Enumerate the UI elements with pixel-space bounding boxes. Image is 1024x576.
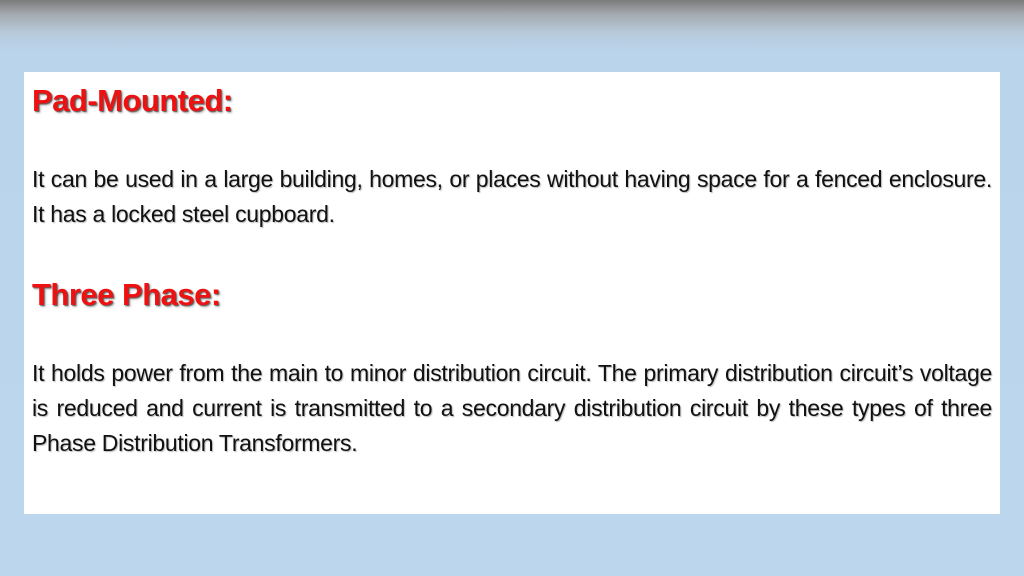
section-body-pad-mounted: It can be used in a large building, homes, or places without having space for a fenced enclosure. It has a locked steel cupboard. bbox=[32, 166, 992, 227]
section-heading-pad-mounted: Pad-Mounted: bbox=[32, 83, 233, 118]
content-panel bbox=[24, 72, 1000, 514]
section-heading-three-phase: Three Phase: bbox=[32, 277, 221, 312]
section-body-three-phase: It holds power from the main to minor distribution circuit. The primary distribution circuit’s voltage is reduced and current is transmitted to a secondary distribution circuit by these types of three Phase Distribution Transformers. bbox=[32, 360, 992, 456]
